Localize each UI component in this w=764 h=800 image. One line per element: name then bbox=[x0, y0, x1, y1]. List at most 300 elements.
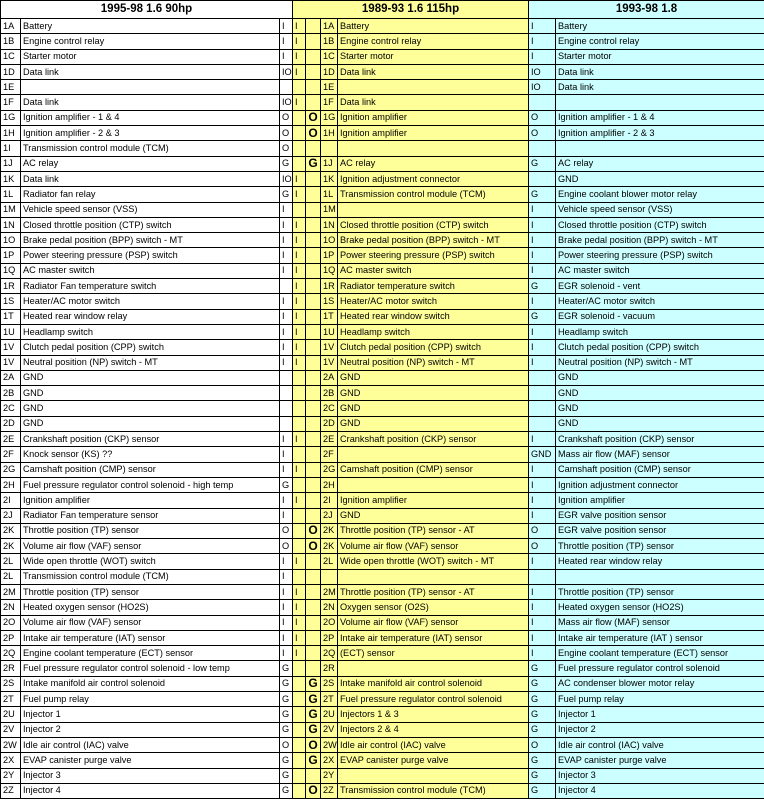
function-90hp: Idle air control (IAC) valve bbox=[21, 737, 280, 752]
pin-90hp: 1J bbox=[1, 156, 21, 171]
function-90hp: Injector 2 bbox=[21, 722, 280, 737]
function-1-8: EGR valve position sensor bbox=[556, 508, 764, 523]
pin-90hp: 2I bbox=[1, 493, 21, 508]
function-115hp: Camshaft position (CMP) sensor bbox=[338, 462, 529, 477]
io-a-115hp: I bbox=[293, 646, 306, 661]
pin-115hp: 1J bbox=[321, 156, 338, 171]
io-1-8: I bbox=[529, 630, 556, 645]
function-90hp: Starter motor bbox=[21, 49, 280, 64]
function-90hp: Ignition amplifier bbox=[21, 493, 280, 508]
io-1-8: G bbox=[529, 753, 556, 768]
pin-115hp: 2T bbox=[321, 692, 338, 707]
pin-115hp: 1U bbox=[321, 324, 338, 339]
table-row bbox=[1, 156, 764, 171]
function-1-8: GND bbox=[556, 386, 764, 401]
pin-90hp: 2B bbox=[1, 386, 21, 401]
function-90hp: Intake manifold air control solenoid bbox=[21, 676, 280, 691]
pin-115hp bbox=[321, 141, 338, 156]
function-1-8: Vehicle speed sensor (VSS) bbox=[556, 202, 764, 217]
function-115hp: Volume air flow (VAF) sensor bbox=[338, 539, 529, 554]
io-a-115hp: I bbox=[293, 49, 306, 64]
io-1-8 bbox=[529, 569, 556, 584]
io-b-115hp bbox=[306, 401, 321, 416]
io-a-115hp bbox=[293, 768, 306, 783]
function-1-8: Heater/AC motor switch bbox=[556, 294, 764, 309]
pin-90hp: 2N bbox=[1, 600, 21, 615]
io-a-115hp: I bbox=[293, 171, 306, 186]
function-1-8: Ignition amplifier - 1 & 4 bbox=[556, 110, 764, 125]
pin-115hp: 1T bbox=[321, 309, 338, 324]
pin-115hp: 2F bbox=[321, 447, 338, 462]
function-115hp: Starter motor bbox=[338, 49, 529, 64]
io-1-8: G bbox=[529, 309, 556, 324]
table-row bbox=[1, 110, 764, 125]
function-1-8: Idle air control (IAC) valve bbox=[556, 737, 764, 752]
table-row bbox=[1, 34, 764, 49]
io-90hp: I bbox=[280, 309, 293, 324]
pin-115hp: 1K bbox=[321, 171, 338, 186]
function-90hp: Data link bbox=[21, 95, 280, 110]
table-row bbox=[1, 187, 764, 202]
function-115hp: Transmission control module (TCM) bbox=[338, 783, 529, 798]
io-1-8: I bbox=[529, 462, 556, 477]
io-a-115hp: I bbox=[293, 64, 306, 79]
io-a-115hp bbox=[293, 692, 306, 707]
io-b-115hp bbox=[306, 248, 321, 263]
io-b-115hp bbox=[306, 554, 321, 569]
table-row bbox=[1, 722, 764, 737]
header-1993-98-1-8: 1993-98 1.8 bbox=[529, 1, 764, 19]
io-1-8: I bbox=[529, 248, 556, 263]
function-90hp: Power steering pressure (PSP) switch bbox=[21, 248, 280, 263]
pin-90hp: 1Q bbox=[1, 263, 21, 278]
table-row bbox=[1, 49, 764, 64]
io-90hp: G bbox=[280, 707, 293, 722]
io-a-115hp: I bbox=[293, 34, 306, 49]
function-115hp: GND bbox=[338, 508, 529, 523]
io-a-115hp: I bbox=[293, 615, 306, 630]
function-115hp bbox=[338, 141, 529, 156]
function-90hp: Brake pedal position (BPP) switch - MT bbox=[21, 233, 280, 248]
pin-115hp: 1C bbox=[321, 49, 338, 64]
io-a-115hp bbox=[293, 477, 306, 492]
io-a-115hp: I bbox=[293, 493, 306, 508]
io-a-115hp bbox=[293, 416, 306, 431]
function-1-8: GND bbox=[556, 416, 764, 431]
io-a-115hp bbox=[293, 783, 306, 798]
io-1-8: I bbox=[529, 19, 556, 34]
pin-90hp: 2J bbox=[1, 508, 21, 523]
pin-115hp: 1F bbox=[321, 95, 338, 110]
io-1-8: G bbox=[529, 661, 556, 676]
function-1-8: Data link bbox=[556, 80, 764, 95]
function-1-8: GND bbox=[556, 370, 764, 385]
function-1-8: EGR solenoid - vent bbox=[556, 279, 764, 294]
function-1-8: AC relay bbox=[556, 156, 764, 171]
io-1-8: O bbox=[529, 110, 556, 125]
pin-90hp: 1R bbox=[1, 279, 21, 294]
pin-115hp: 2M bbox=[321, 584, 338, 599]
io-b-115hp bbox=[306, 80, 321, 95]
io-90hp: I bbox=[280, 584, 293, 599]
function-115hp: Power steering pressure (PSP) switch bbox=[338, 248, 529, 263]
pin-115hp: 1B bbox=[321, 34, 338, 49]
pin-90hp: 2G bbox=[1, 462, 21, 477]
pin-115hp: 2S bbox=[321, 676, 338, 691]
io-b-115hp bbox=[306, 217, 321, 232]
io-b-115hp: O bbox=[306, 523, 321, 538]
table-row bbox=[1, 462, 764, 477]
function-90hp: Fuel pressure regulator control solenoid - low temp bbox=[21, 661, 280, 676]
io-b-115hp bbox=[306, 661, 321, 676]
function-115hp: Intake manifold air control solenoid bbox=[338, 676, 529, 691]
function-90hp: Radiator Fan temperature switch bbox=[21, 279, 280, 294]
function-115hp: Intake air temperature (IAT) sensor bbox=[338, 630, 529, 645]
pin-115hp: 1O bbox=[321, 233, 338, 248]
io-90hp: G bbox=[280, 753, 293, 768]
function-90hp: Closed throttle position (CTP) switch bbox=[21, 217, 280, 232]
io-1-8: I bbox=[529, 49, 556, 64]
table-row bbox=[1, 768, 764, 783]
function-1-8: Camshaft position (CMP) sensor bbox=[556, 462, 764, 477]
function-115hp: Ignition adjustment connector bbox=[338, 171, 529, 186]
pin-90hp: 1K bbox=[1, 171, 21, 186]
io-90hp: I bbox=[280, 34, 293, 49]
io-a-115hp: I bbox=[293, 294, 306, 309]
function-90hp: EVAP canister purge valve bbox=[21, 753, 280, 768]
function-115hp: GND bbox=[338, 386, 529, 401]
io-b-115hp bbox=[306, 630, 321, 645]
pin-90hp: 1S bbox=[1, 294, 21, 309]
io-1-8 bbox=[529, 171, 556, 186]
io-a-115hp bbox=[293, 80, 306, 95]
io-b-115hp bbox=[306, 477, 321, 492]
pin-90hp: 2M bbox=[1, 584, 21, 599]
function-1-8: Fuel pressure regulator control solenoid bbox=[556, 661, 764, 676]
pin-90hp: 1D bbox=[1, 64, 21, 79]
function-115hp: Radiator temperature switch bbox=[338, 279, 529, 294]
pin-115hp: 2W bbox=[321, 737, 338, 752]
function-90hp bbox=[21, 80, 280, 95]
io-b-115hp bbox=[306, 324, 321, 339]
function-1-8: Headlamp switch bbox=[556, 324, 764, 339]
pin-90hp: 2K bbox=[1, 523, 21, 538]
function-90hp: Engine coolant temperature (ECT) sensor bbox=[21, 646, 280, 661]
function-115hp: Engine control relay bbox=[338, 34, 529, 49]
table-row bbox=[1, 80, 764, 95]
function-90hp: Injector 1 bbox=[21, 707, 280, 722]
io-90hp: G bbox=[280, 477, 293, 492]
pin-115hp: 2I bbox=[321, 493, 338, 508]
io-a-115hp bbox=[293, 707, 306, 722]
function-115hp: Clutch pedal position (CPP) switch bbox=[338, 340, 529, 355]
function-115hp: Data link bbox=[338, 95, 529, 110]
io-1-8: I bbox=[529, 477, 556, 492]
pinout-rows bbox=[1, 19, 764, 799]
function-90hp: Injector 3 bbox=[21, 768, 280, 783]
table-row bbox=[1, 493, 764, 508]
function-115hp: Crankshaft position (CKP) sensor bbox=[338, 432, 529, 447]
pin-115hp: 1V bbox=[321, 355, 338, 370]
table-row bbox=[1, 523, 764, 538]
table-row bbox=[1, 477, 764, 492]
pin-115hp: 1D bbox=[321, 64, 338, 79]
io-1-8: G bbox=[529, 676, 556, 691]
function-90hp: Knock sensor (KS) ?? bbox=[21, 447, 280, 462]
io-b-115hp: O bbox=[306, 783, 321, 798]
io-b-115hp bbox=[306, 600, 321, 615]
function-115hp: Data link bbox=[338, 64, 529, 79]
pin-90hp: 2H bbox=[1, 477, 21, 492]
io-1-8: G bbox=[529, 768, 556, 783]
function-90hp: Crankshaft position (CKP) sensor bbox=[21, 432, 280, 447]
io-b-115hp bbox=[306, 19, 321, 34]
function-115hp: Idle air control (IAC) valve bbox=[338, 737, 529, 752]
table-row bbox=[1, 233, 764, 248]
io-b-115hp bbox=[306, 187, 321, 202]
io-a-115hp: I bbox=[293, 324, 306, 339]
pin-90hp: 2Z bbox=[1, 783, 21, 798]
io-a-115hp bbox=[293, 753, 306, 768]
table-row bbox=[1, 370, 764, 385]
io-90hp: I bbox=[280, 646, 293, 661]
io-b-115hp: G bbox=[306, 692, 321, 707]
function-115hp: Throttle position (TP) sensor - AT bbox=[338, 584, 529, 599]
function-1-8: GND bbox=[556, 171, 764, 186]
io-a-115hp bbox=[293, 202, 306, 217]
io-1-8: IO bbox=[529, 80, 556, 95]
io-1-8: I bbox=[529, 432, 556, 447]
function-115hp: Fuel pressure regulator control solenoid bbox=[338, 692, 529, 707]
function-115hp: Closed throttle position (CTP) switch bbox=[338, 217, 529, 232]
pin-115hp: 2U bbox=[321, 707, 338, 722]
pin-90hp: 2U bbox=[1, 707, 21, 722]
io-a-115hp bbox=[293, 722, 306, 737]
io-a-115hp: I bbox=[293, 95, 306, 110]
io-90hp: O bbox=[280, 737, 293, 752]
io-90hp: G bbox=[280, 156, 293, 171]
table-row bbox=[1, 401, 764, 416]
io-a-115hp: I bbox=[293, 600, 306, 615]
function-1-8: Injector 3 bbox=[556, 768, 764, 783]
io-a-115hp: I bbox=[293, 432, 306, 447]
function-1-8: EGR solenoid - vacuum bbox=[556, 309, 764, 324]
table-row bbox=[1, 600, 764, 615]
io-90hp bbox=[280, 416, 293, 431]
pin-115hp: 2V bbox=[321, 722, 338, 737]
function-1-8: Ignition amplifier - 2 & 3 bbox=[556, 126, 764, 141]
pin-115hp: 2Z bbox=[321, 783, 338, 798]
io-a-115hp: I bbox=[293, 630, 306, 645]
pin-90hp: 1O bbox=[1, 233, 21, 248]
io-90hp: O bbox=[280, 126, 293, 141]
table-row bbox=[1, 692, 764, 707]
io-90hp bbox=[280, 370, 293, 385]
io-90hp bbox=[280, 279, 293, 294]
io-90hp: I bbox=[280, 324, 293, 339]
pin-90hp: 2D bbox=[1, 416, 21, 431]
io-b-115hp bbox=[306, 447, 321, 462]
table-row bbox=[1, 386, 764, 401]
io-1-8: I bbox=[529, 355, 556, 370]
pin-90hp: 2L bbox=[1, 554, 21, 569]
header-1989-93-115hp: 1989-93 1.6 115hp bbox=[293, 1, 529, 19]
function-115hp: Ignition amplifier bbox=[338, 493, 529, 508]
pin-90hp: 2A bbox=[1, 370, 21, 385]
io-1-8: I bbox=[529, 646, 556, 661]
pin-90hp: 1A bbox=[1, 19, 21, 34]
io-a-115hp bbox=[293, 126, 306, 141]
table-row bbox=[1, 630, 764, 645]
pin-90hp: 1B bbox=[1, 34, 21, 49]
function-1-8: Neutral position (NP) switch - MT bbox=[556, 355, 764, 370]
io-90hp: I bbox=[280, 49, 293, 64]
function-1-8 bbox=[556, 569, 764, 584]
function-90hp: GND bbox=[21, 370, 280, 385]
io-1-8 bbox=[529, 141, 556, 156]
function-115hp: Injectors 1 & 3 bbox=[338, 707, 529, 722]
io-b-115hp bbox=[306, 569, 321, 584]
pin-90hp: 2O bbox=[1, 615, 21, 630]
pin-115hp: 1V bbox=[321, 340, 338, 355]
io-1-8: I bbox=[529, 508, 556, 523]
io-90hp: I bbox=[280, 263, 293, 278]
function-1-8 bbox=[556, 95, 764, 110]
pin-115hp: 2B bbox=[321, 386, 338, 401]
io-b-115hp bbox=[306, 95, 321, 110]
function-90hp: GND bbox=[21, 416, 280, 431]
io-1-8: I bbox=[529, 202, 556, 217]
function-1-8: Ignition amplifier bbox=[556, 493, 764, 508]
pin-90hp: 1P bbox=[1, 248, 21, 263]
io-90hp: O bbox=[280, 141, 293, 156]
io-1-8: G bbox=[529, 783, 556, 798]
table-row bbox=[1, 171, 764, 186]
pin-90hp: 1G bbox=[1, 110, 21, 125]
io-90hp: I bbox=[280, 447, 293, 462]
function-90hp: Fuel pump relay bbox=[21, 692, 280, 707]
function-1-8: Throttle position (TP) sensor bbox=[556, 584, 764, 599]
io-b-115hp: O bbox=[306, 126, 321, 141]
function-1-8: Closed throttle position (CTP) switch bbox=[556, 217, 764, 232]
function-1-8: Mass air flow (MAF) sensor bbox=[556, 615, 764, 630]
io-90hp bbox=[280, 80, 293, 95]
io-90hp: G bbox=[280, 722, 293, 737]
function-115hp: EVAP canister purge valve bbox=[338, 753, 529, 768]
io-a-115hp bbox=[293, 676, 306, 691]
io-a-115hp bbox=[293, 523, 306, 538]
io-1-8: G bbox=[529, 707, 556, 722]
function-115hp bbox=[338, 661, 529, 676]
function-90hp: Neutral position (NP) switch - MT bbox=[21, 355, 280, 370]
pin-115hp: 1Q bbox=[321, 263, 338, 278]
io-a-115hp bbox=[293, 737, 306, 752]
pin-90hp: 2T bbox=[1, 692, 21, 707]
io-90hp: O bbox=[280, 523, 293, 538]
io-90hp: G bbox=[280, 661, 293, 676]
table-row bbox=[1, 554, 764, 569]
table-row bbox=[1, 508, 764, 523]
io-a-115hp bbox=[293, 386, 306, 401]
io-90hp: IO bbox=[280, 64, 293, 79]
function-90hp: Ignition amplifier - 2 & 3 bbox=[21, 126, 280, 141]
function-1-8: Power steering pressure (PSP) switch bbox=[556, 248, 764, 263]
function-115hp: AC relay bbox=[338, 156, 529, 171]
io-1-8: I bbox=[529, 294, 556, 309]
io-1-8 bbox=[529, 401, 556, 416]
function-1-8: Intake air temperature (IAT ) sensor bbox=[556, 630, 764, 645]
io-1-8: I bbox=[529, 493, 556, 508]
io-b-115hp bbox=[306, 615, 321, 630]
function-90hp: Intake air temperature (IAT) sensor bbox=[21, 630, 280, 645]
pin-115hp: 2C bbox=[321, 401, 338, 416]
io-b-115hp bbox=[306, 340, 321, 355]
function-115hp: Battery bbox=[338, 19, 529, 34]
pin-90hp: 1U bbox=[1, 324, 21, 339]
io-90hp: I bbox=[280, 294, 293, 309]
function-90hp: Data link bbox=[21, 171, 280, 186]
io-b-115hp bbox=[306, 49, 321, 64]
io-90hp: I bbox=[280, 493, 293, 508]
table-row bbox=[1, 539, 764, 554]
pin-115hp: 2E bbox=[321, 432, 338, 447]
io-a-115hp bbox=[293, 156, 306, 171]
pin-90hp: 1M bbox=[1, 202, 21, 217]
io-b-115hp bbox=[306, 141, 321, 156]
table-row bbox=[1, 141, 764, 156]
function-90hp: Engine control relay bbox=[21, 34, 280, 49]
function-115hp: Throttle position (TP) sensor - AT bbox=[338, 523, 529, 538]
io-a-115hp: I bbox=[293, 584, 306, 599]
function-115hp: GND bbox=[338, 416, 529, 431]
io-b-115hp bbox=[306, 233, 321, 248]
io-a-115hp: I bbox=[293, 19, 306, 34]
table-row bbox=[1, 309, 764, 324]
pin-115hp: 2J bbox=[321, 508, 338, 523]
io-1-8 bbox=[529, 416, 556, 431]
io-b-115hp bbox=[306, 493, 321, 508]
io-b-115hp bbox=[306, 355, 321, 370]
function-1-8: AC master switch bbox=[556, 263, 764, 278]
function-90hp: Camshaft position (CMP) sensor bbox=[21, 462, 280, 477]
io-90hp: I bbox=[280, 340, 293, 355]
io-90hp: I bbox=[280, 554, 293, 569]
function-115hp: Brake pedal position (BPP) switch - MT bbox=[338, 233, 529, 248]
function-90hp: Volume air flow (VAF) sensor bbox=[21, 539, 280, 554]
io-1-8: O bbox=[529, 539, 556, 554]
io-a-115hp bbox=[293, 401, 306, 416]
pin-90hp: 1V bbox=[1, 340, 21, 355]
io-90hp: I bbox=[280, 508, 293, 523]
table-row bbox=[1, 584, 764, 599]
function-115hp: Oxygen sensor (O2S) bbox=[338, 600, 529, 615]
table-row bbox=[1, 340, 764, 355]
pin-90hp: 2F bbox=[1, 447, 21, 462]
function-115hp bbox=[338, 202, 529, 217]
io-1-8: I bbox=[529, 615, 556, 630]
io-a-115hp bbox=[293, 508, 306, 523]
io-1-8: G bbox=[529, 156, 556, 171]
io-a-115hp: I bbox=[293, 217, 306, 232]
function-1-8: Brake pedal position (BPP) switch - MT bbox=[556, 233, 764, 248]
io-a-115hp bbox=[293, 661, 306, 676]
io-1-8: O bbox=[529, 523, 556, 538]
function-90hp: GND bbox=[21, 401, 280, 416]
function-90hp: Heated rear window relay bbox=[21, 309, 280, 324]
function-115hp: Wide open throttle (WOT) switch - MT bbox=[338, 554, 529, 569]
function-115hp: GND bbox=[338, 401, 529, 416]
function-1-8: Mass air flow (MAF) sensor bbox=[556, 447, 764, 462]
